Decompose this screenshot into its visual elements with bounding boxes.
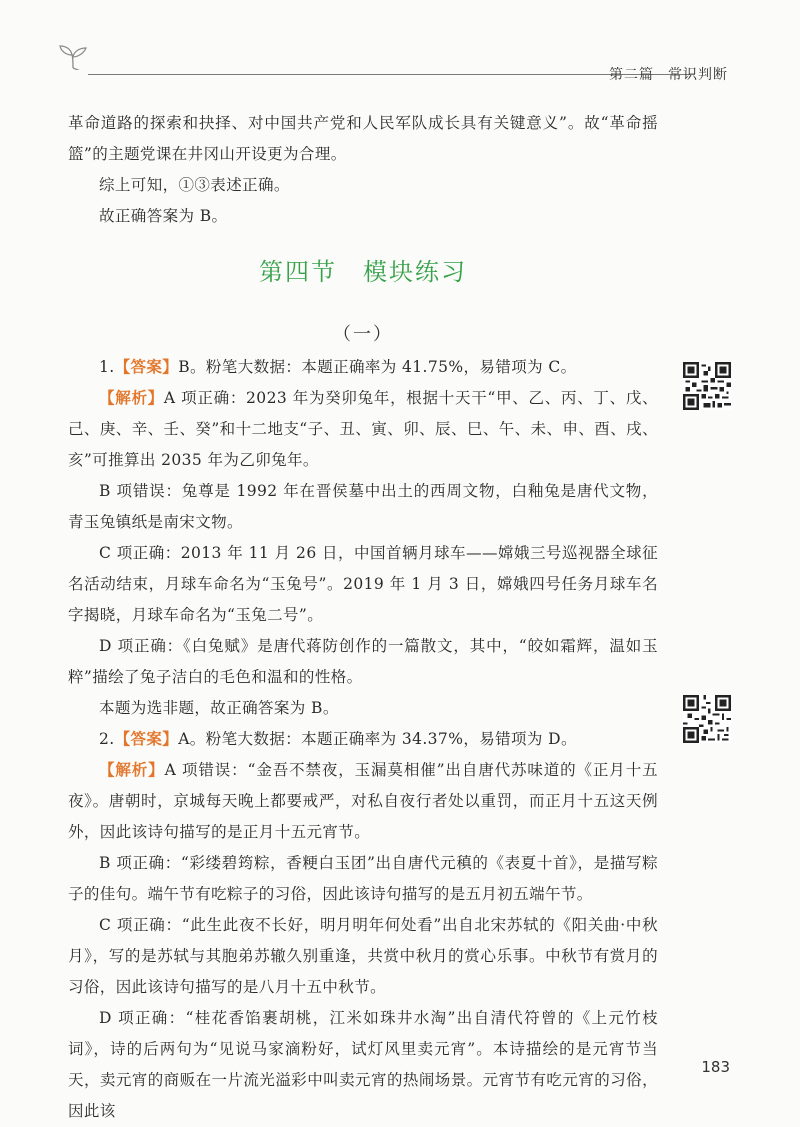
sprout-leaf-icon	[58, 44, 88, 70]
page-header	[0, 0, 800, 90]
q1-answer-text: B。粉笔大数据：本题正确率为 41.75%，易错项为 C。	[178, 358, 577, 376]
q2-option-c: C 项正确：“此生此夜不长好，明月明年何处看”出自北宋苏轼的《阳关曲·中秋月》，写的是苏轼与其胞弟苏辙久别重逢，共赏中秋月的赏心乐事。中秋节有赏月的习俗，因此该诗句描写的是八月十五中秋节。	[68, 916, 658, 996]
q1-analysis-a	[68, 383, 658, 476]
qr-code-icon[interactable]	[683, 362, 731, 410]
answer-label: 【答案】	[114, 358, 179, 376]
running-head	[609, 64, 728, 84]
q1-option-c: C 项正确：2013 年 11 月 26 日，中国首辆月球车——嫦娥三号巡视器全球征名活动结束，月球车命名为“玉兔号”。2019 年 1 月 3 日，嫦娥四号任务月球车名字揭晓，月球车命名为“玉兔二号”。	[68, 544, 658, 624]
part-label: 第二篇	[609, 67, 654, 83]
paragraph-summary: 综上可知，①③表述正确。	[99, 176, 290, 194]
q1-option-d: D 项正确：《白兔赋》是唐代蒋防创作的一篇散文，其中，“皎如霜辉，温如玉粹”描绘了兔子洁白的毛色和温和的性格。	[68, 637, 658, 686]
q1-answer-line	[68, 352, 658, 383]
section-name: 模块练习	[363, 258, 467, 286]
page-content	[68, 108, 658, 1127]
q1-number: 1.	[99, 358, 115, 376]
q2-analysis-a-text: A 项错误：“金吾不禁夜，玉漏莫相催”出自唐代苏味道的《正月十五夜》。唐朝时，京城每天晚上都要戒严，对私自夜行者处以重罚，而正月十五这天例外，因此该诗句描写的是正月十五元宵节。	[68, 761, 658, 841]
analysis-label: 【解析】	[99, 389, 164, 407]
q2-option-d: D 项正确：“桂花香馅裹胡桃，江米如珠井水淘”出自清代符曾的《上元竹枝词》，诗的后两句为“见说马家滴粉好，试灯风里卖元宵”。本诗描绘的是元宵节当天，卖元宵的商贩在一片流光溢彩中叫卖元宵的热闹场景。元宵节有吃元宵的习俗，因此该	[68, 1009, 658, 1120]
qr-code-icon[interactable]	[683, 695, 731, 743]
paragraph-continued: 革命道路的探索和抉择、对中国共产党和人民军队成长具有关键意义”。故“革命摇篮”的主题党课在井冈山开设更为合理。	[68, 114, 658, 163]
q1-analysis-a-text: A 项正确：2023 年为癸卯兔年，根据十天干“甲、乙、丙、丁、戊、己、庚、辛、壬、癸”和十二地支“子、丑、寅、卯、辰、巳、午、未、申、酉、戌、亥”可推算出 2035 年为乙卯兔年。	[68, 389, 658, 469]
q2-number: 2.	[99, 730, 115, 748]
q2-answer-text: A。粉笔大数据：本题正确率为 34.37%，易错项为 D。	[178, 730, 577, 748]
q1-option-b: B 项错误：兔尊是 1992 年在晋侯墓中出土的西周文物，白釉兔是唐代文物，青玉兔镇纸是南宋文物。	[68, 482, 658, 531]
q2-answer-line	[68, 724, 658, 755]
header-rule	[88, 74, 694, 75]
answer-label: 【答案】	[114, 730, 179, 748]
paragraph-answer: 故正确答案为 B。	[99, 207, 228, 225]
q2-option-b: B 项正确：“彩缕碧筠粽，香粳白玉团”出自唐代元稹的《表夏十首》，是描写粽子的佳句。端午节有吃粽子的习俗，因此该诗句描写的是五月初五端午节。	[68, 854, 658, 903]
q1-conclusion: 本题为选非题，故正确答案为 B。	[99, 699, 339, 717]
section-number: 第四节	[259, 258, 337, 286]
q2-analysis-a	[68, 755, 658, 848]
subsection-title: （一）	[333, 324, 393, 345]
analysis-label: 【解析】	[99, 761, 165, 779]
chapter-label: 常识判断	[668, 67, 728, 83]
section-title	[68, 252, 658, 292]
page-number: 183	[701, 1058, 730, 1076]
